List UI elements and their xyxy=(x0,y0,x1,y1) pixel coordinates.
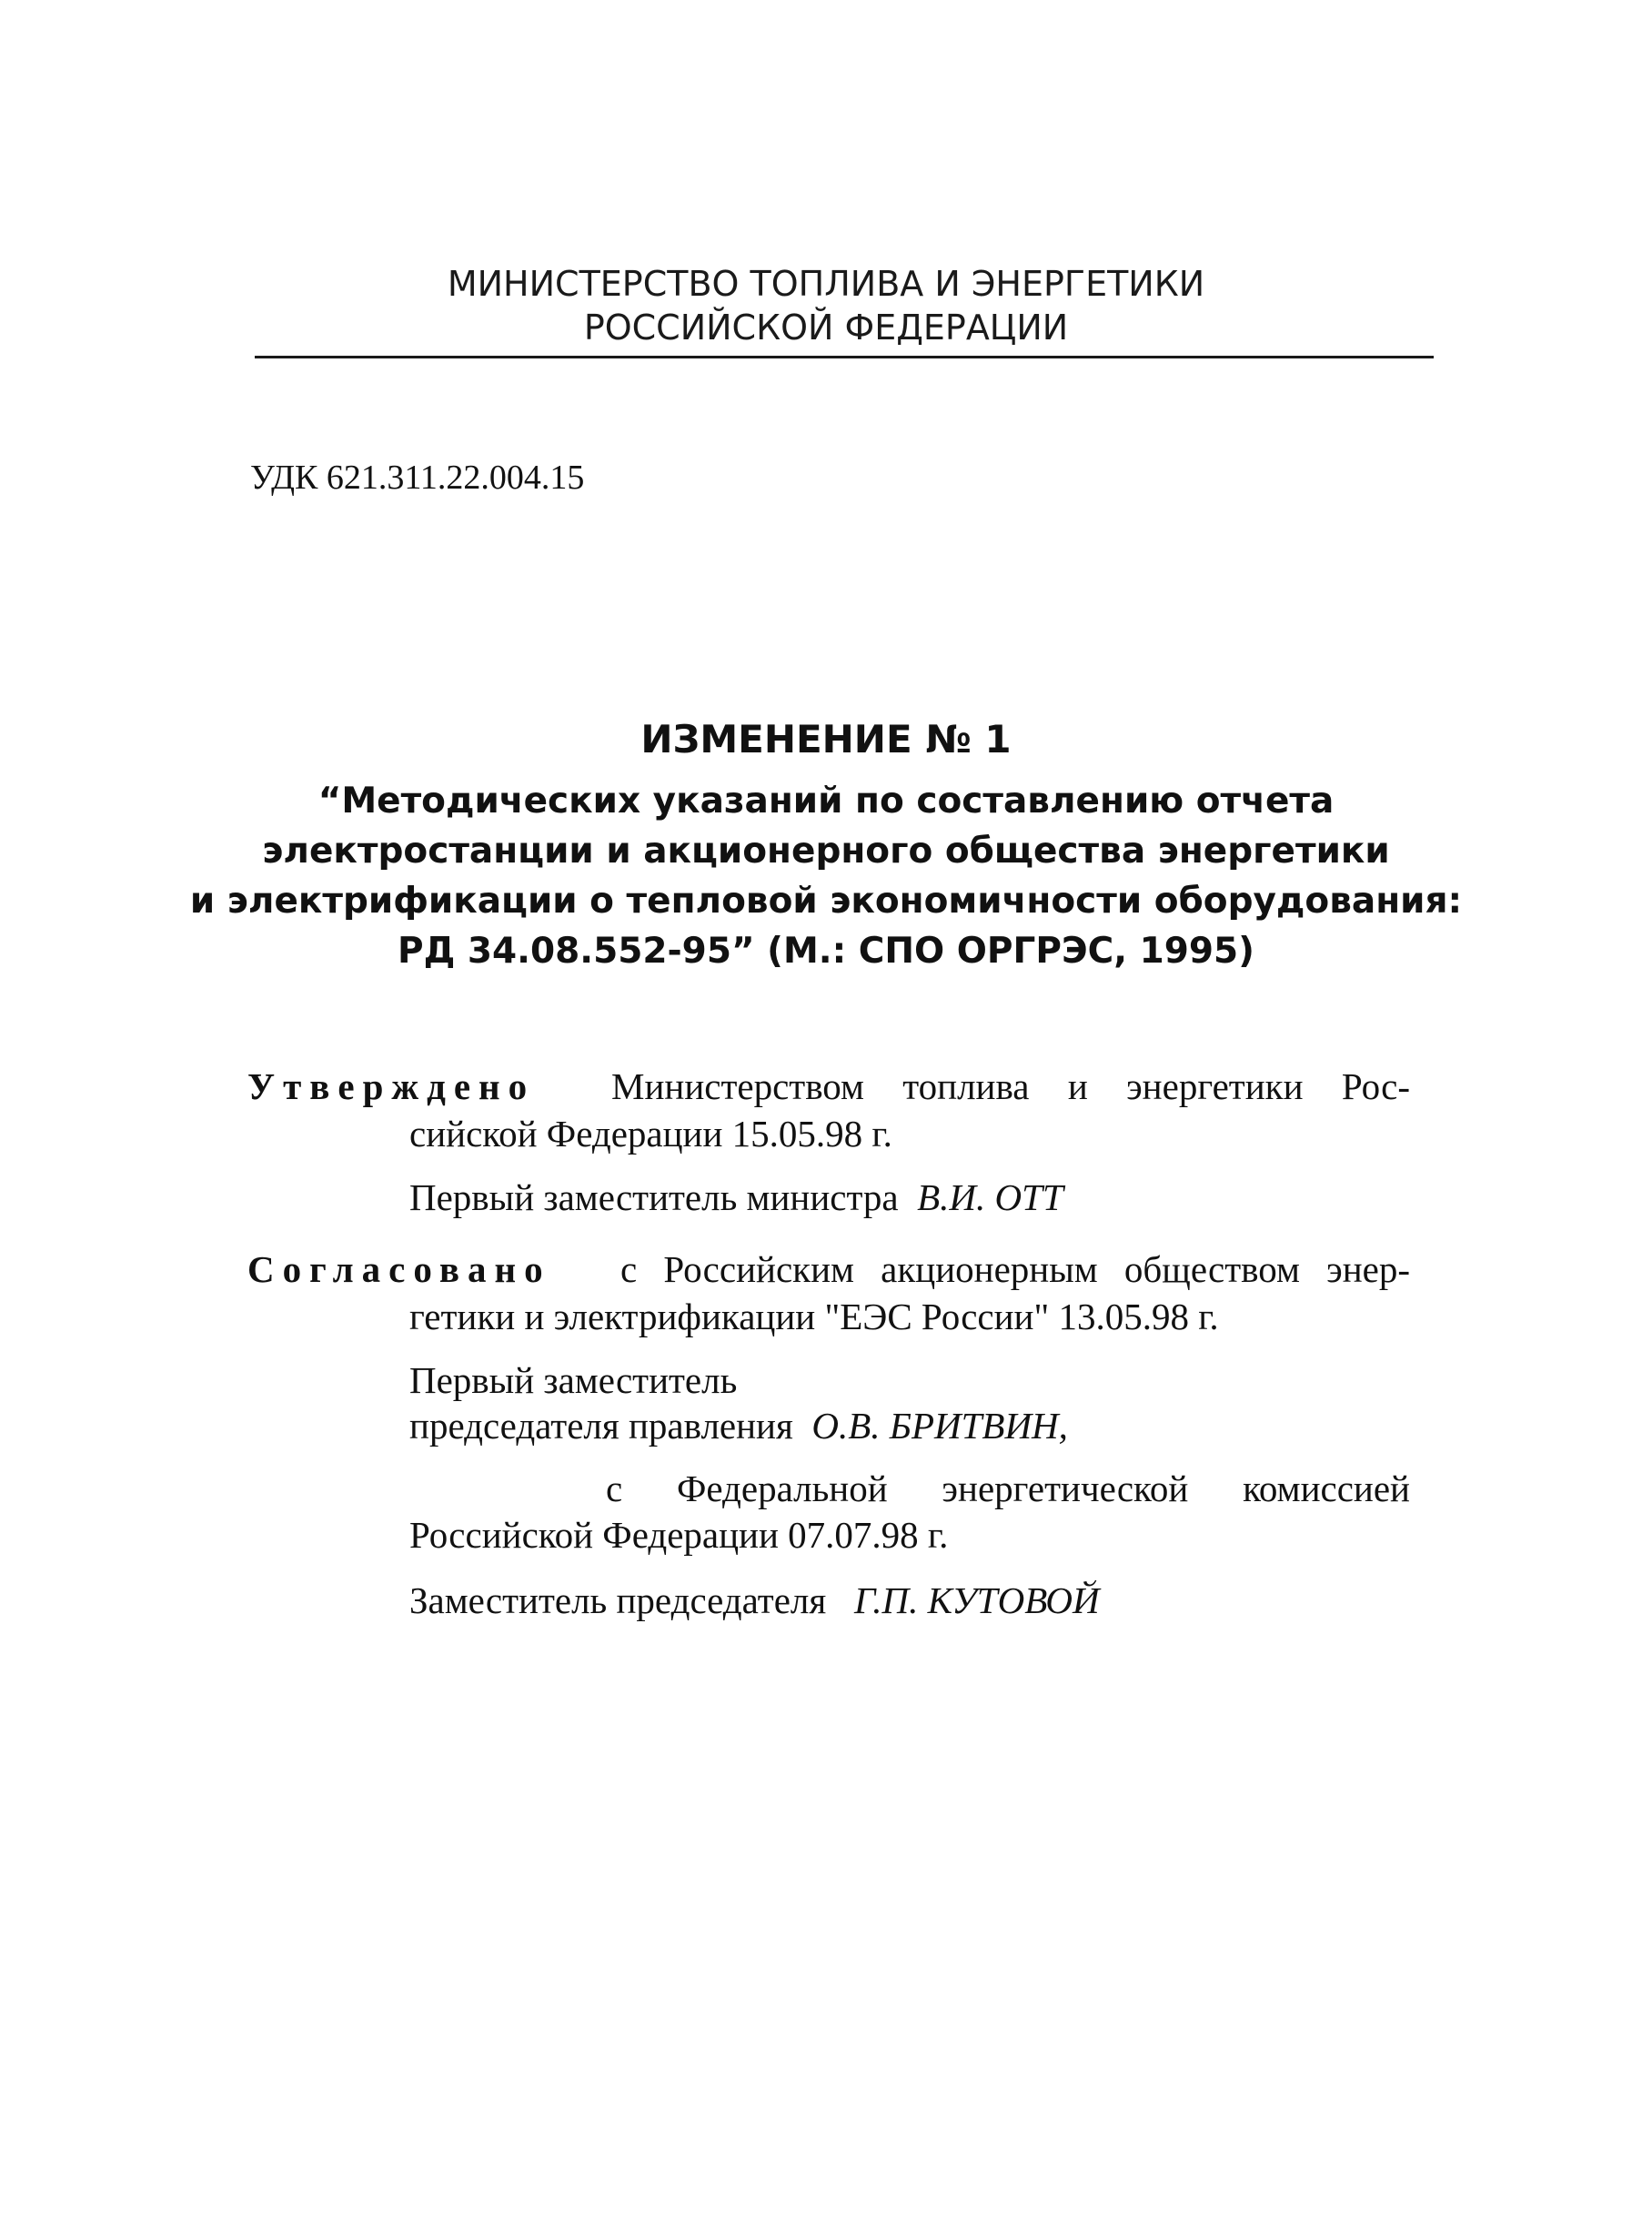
approved-text-2: сийской Федерации 15.05.98 г. xyxy=(409,1113,892,1155)
ministry-line-1: МИНИСТЕРСТВО ТОПЛИВА И ЭНЕРГЕТИКИ xyxy=(447,264,1205,304)
agreed-position-2: председателя правления xyxy=(409,1405,793,1447)
agreed-position-1: Первый заместитель xyxy=(409,1359,738,1401)
agreed-signatory-1: О.В. БРИТВИН, xyxy=(811,1405,1068,1447)
header-divider xyxy=(255,356,1434,358)
agreed-signatory-2: Г.П. КУТОВОЙ xyxy=(853,1579,1100,1621)
title-line-3: и электрификации о тепловой экономичности оборудования: xyxy=(189,881,1463,922)
agreed-position-2-line xyxy=(409,1404,1068,1447)
title-line-2: электростанции и акционерного общества энергетики xyxy=(262,831,1390,872)
ministry-line-2: РОССИЙСКОЙ ФЕДЕРАЦИИ xyxy=(583,308,1069,348)
agreed-text-2: гетики и электрификации "ЕЭС России" 13.05.98 г. xyxy=(409,1296,1219,1337)
agreed-position-3: Заместитель председателя xyxy=(409,1579,827,1621)
udk-code: УДК 621.311.22.004.15 xyxy=(250,459,585,497)
approved-text-1: Министерством топлива и энергетики Рос- xyxy=(611,1065,1410,1107)
approved-signatory: В.И. ОТТ xyxy=(917,1176,1063,1218)
approved-label: Утверждено xyxy=(247,1065,536,1107)
agreed-position-3-line xyxy=(409,1578,1100,1622)
document-title: ИЗМЕНЕНИЕ № 1 xyxy=(640,717,1012,761)
agreed-text-4: Российской Федерации 07.07.98 г. xyxy=(409,1514,949,1556)
title-line-1: “Методических указаний по составлению отчета xyxy=(317,781,1335,822)
agreed-text-3: с Федеральной энергетической комиссией xyxy=(606,1467,1410,1509)
agreed-text-1: с Российским акционерным обществом энер- xyxy=(620,1248,1410,1290)
approved-position-title: Первый заместитель министра xyxy=(409,1176,899,1218)
title-line-4: РД 34.08.552-95” (М.: СПО ОРГРЭС, 1995) xyxy=(398,931,1254,972)
agreed-label: Согласовано xyxy=(247,1248,551,1290)
approved-position xyxy=(409,1175,1063,1219)
